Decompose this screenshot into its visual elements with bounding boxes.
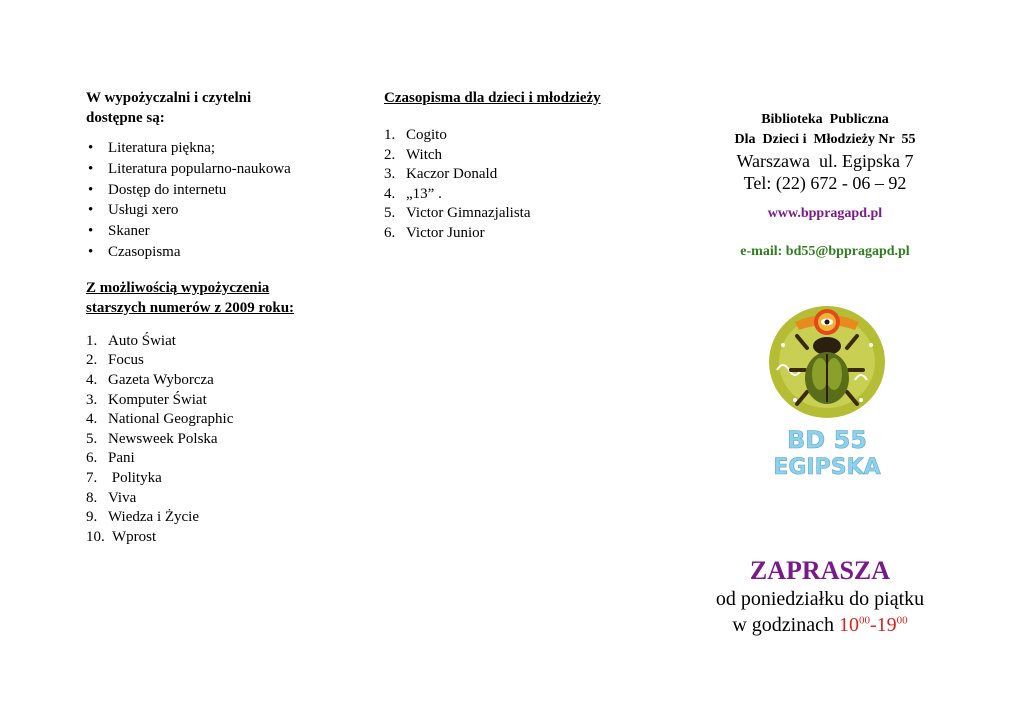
library-name-line1: Biblioteka Publiczna [761, 112, 889, 127]
list-item [86, 138, 356, 159]
list-item-text: „13” . [406, 185, 442, 202]
list-item [86, 180, 356, 201]
list-item-number: 5. [384, 205, 396, 222]
library-phone: Tel: (22) 672 - 06 – 92 [743, 173, 907, 193]
invitation-block [690, 556, 950, 638]
list-item-number: 1. [86, 332, 98, 349]
bullet-icon: • [88, 140, 94, 156]
list-item-text: Kaczor Donald [406, 166, 498, 183]
list-item-text: Witch [406, 146, 443, 163]
logo-text-line1: BD 55 [787, 426, 867, 454]
back-issues-heading-line1: Z możliwością wypożyczenia [86, 279, 270, 296]
list-item [86, 469, 356, 489]
list-item-text: Viva [108, 489, 137, 506]
list-item [384, 165, 654, 185]
list-item-text: Victor Gimnazjalista [406, 205, 531, 222]
library-name-line2: Dla Dzieci i Młodzieży Nr 55 [734, 132, 916, 147]
list-item-number: 2. [384, 146, 396, 163]
open-hour: 10 [838, 614, 859, 636]
invite-days: od poniedziałku do piątku [715, 588, 925, 610]
list-item-number: 3. [86, 391, 98, 408]
list-item-text: Pani [108, 450, 135, 467]
list-item [86, 159, 356, 180]
list-item-text: Wiedza i Życie [108, 509, 200, 526]
list-item-text: Polityka [108, 469, 162, 486]
list-item-text: Literatura popularno-naukowa [108, 160, 291, 177]
logo-text-line2: EGIPSKA [773, 455, 881, 480]
list-item-text: Literatura piękna; [108, 140, 216, 156]
list-item [86, 430, 356, 450]
list-item [86, 508, 356, 528]
scarab-logo-icon [765, 300, 890, 485]
services-list [86, 138, 356, 263]
list-item [86, 242, 356, 263]
list-item [384, 224, 654, 244]
back-issues-heading [86, 278, 356, 318]
list-item [86, 449, 356, 469]
list-item [384, 204, 654, 224]
services-heading [86, 88, 356, 128]
list-item [86, 528, 356, 548]
list-item-text: Dostęp do internetu [108, 181, 227, 198]
bullet-icon: • [88, 181, 94, 198]
hours-dash: - [869, 614, 877, 636]
list-item-text: Skaner [108, 223, 150, 240]
bullet-icon: • [88, 160, 94, 177]
list-item-number: 4. [86, 371, 98, 388]
list-item-text: Czasopisma [108, 243, 181, 260]
list-item-number: 6. [86, 450, 98, 467]
list-item [86, 410, 356, 430]
bullet-icon: • [88, 202, 94, 219]
list-item [86, 489, 356, 509]
website-link[interactable]: www.bppragapd.pl [767, 206, 883, 221]
list-item-text: Komputer Świat [108, 391, 207, 408]
bullet-icon: • [88, 223, 94, 240]
list-item-number: 9. [86, 509, 98, 526]
list-item [86, 351, 356, 371]
back-issues-heading-line2: starszych numerów z 2009 roku: [86, 299, 295, 316]
close-minutes: 00 [896, 614, 908, 627]
invite-title: ZAPRASZA [749, 556, 891, 585]
library-logo [765, 300, 890, 485]
list-item [86, 371, 356, 391]
adult-magazines-list [86, 332, 356, 548]
library-info [690, 110, 960, 260]
list-item [86, 221, 356, 242]
library-address: Warszawa ul. Egipska 7 [736, 151, 914, 171]
list-item [384, 185, 654, 205]
list-item [384, 146, 654, 166]
list-item-text: Gazeta Wyborcza [108, 371, 214, 388]
list-item-number: 7. [86, 469, 98, 486]
list-item-text: Victor Junior [406, 224, 485, 241]
available-services-column [86, 88, 356, 547]
hours-prefix: w godzinach [732, 614, 839, 636]
list-item [86, 332, 356, 352]
list-item-number: 8. [86, 489, 98, 506]
list-item-number: 5. [86, 430, 98, 447]
services-heading-line1: W wypożyczalni i czytelni [86, 90, 252, 106]
list-item-text: Usługi xero [108, 202, 179, 219]
close-hour: 19 [876, 614, 897, 636]
list-item-text: Focus [108, 352, 144, 369]
bullet-icon: • [88, 243, 94, 260]
services-heading-line2: dostępne są: [86, 110, 165, 126]
list-item-number: 3. [384, 166, 396, 183]
kids-magazines-column [384, 88, 654, 244]
list-item-number: 4. [86, 411, 98, 428]
open-minutes: 00 [858, 614, 870, 627]
list-item-text: Wprost [112, 528, 157, 545]
email-link[interactable]: e-mail: bd55@bppragapd.pl [740, 244, 910, 259]
list-item [86, 200, 356, 221]
list-item-text: Auto Świat [108, 332, 176, 349]
list-item-number: 2. [86, 352, 98, 369]
list-item-text: National Geographic [108, 411, 234, 428]
list-item-number: 1. [384, 127, 396, 143]
list-item-number: 6. [384, 224, 396, 241]
list-item-text: Newsweek Polska [108, 430, 218, 447]
list-item [86, 391, 356, 411]
list-item-number: 4. [384, 185, 396, 202]
list-item-number: 10. [86, 528, 105, 545]
list-item [384, 126, 654, 146]
list-item-text: Cogito [406, 127, 447, 143]
kids-magazines-list [384, 126, 654, 244]
opening-hours [690, 612, 950, 638]
kids-magazines-heading: Czasopisma dla dzieci i młodzieży [384, 90, 601, 106]
